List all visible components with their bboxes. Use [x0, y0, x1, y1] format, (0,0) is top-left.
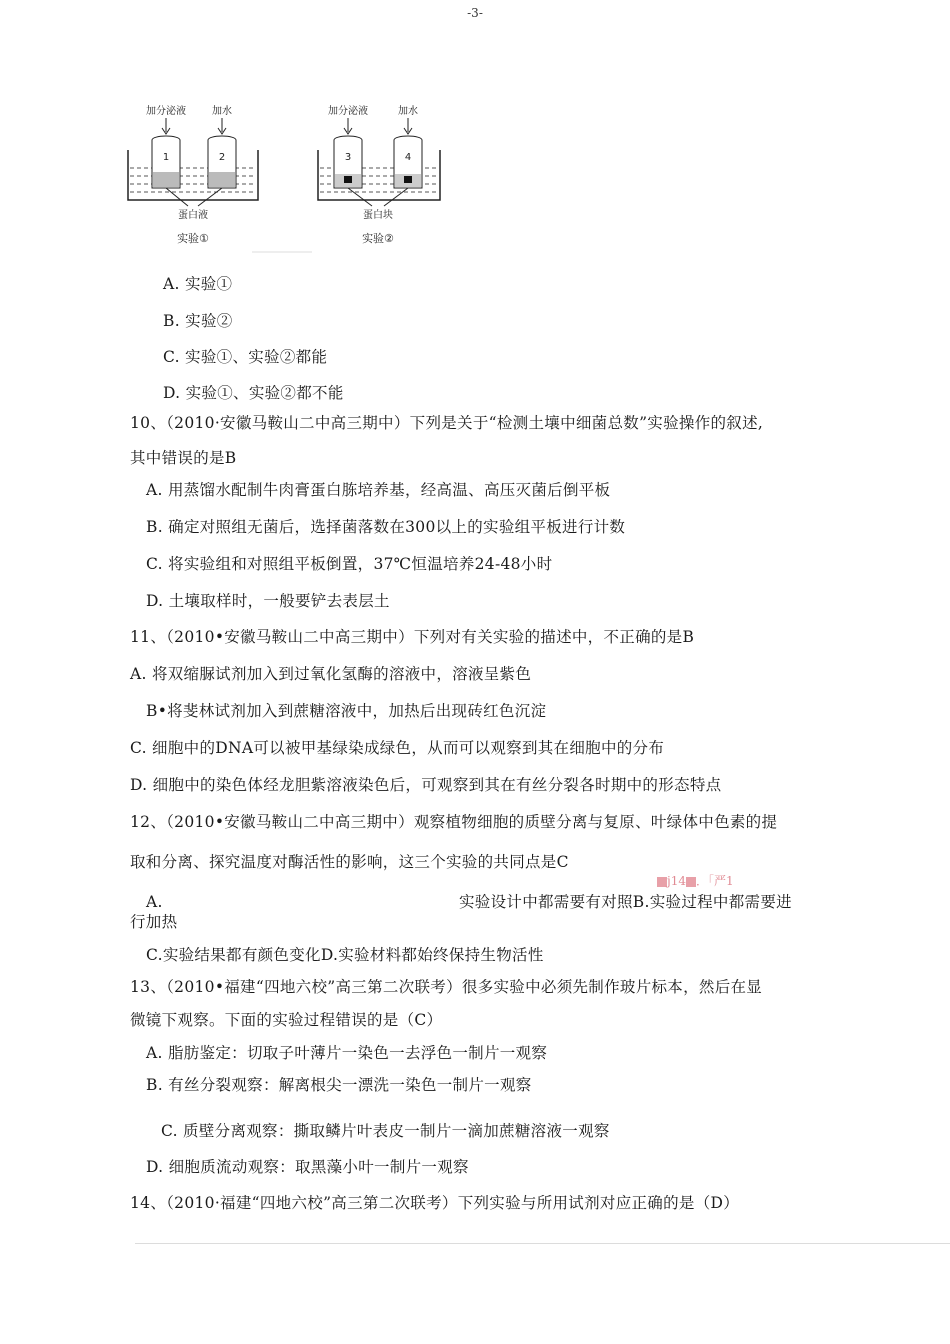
page-number: -3-	[467, 6, 483, 20]
tube-3-label: 3	[344, 152, 352, 163]
q13-option-b: B. 有丝分裂观察：解离根尖一漂洗一染色一制片一观察	[146, 1076, 532, 1094]
exp1-caption: 实验①	[177, 232, 209, 245]
q10-option-c: C. 将实验组和对照组平板倒置，37℃恒温培养24-48小时	[146, 555, 553, 573]
q9-option-a: A. 实验①	[163, 275, 233, 293]
q12-option-a-label: A.	[146, 893, 163, 911]
q10-option-b: B. 确定对照组无菌后，选择菌落数在300以上的实验组平板进行计数	[146, 518, 626, 536]
experiment-1-diagram	[128, 104, 258, 245]
q12-option-cd: C.实验结果都有颜色变化D.实验材料都始终保持生物活性	[146, 946, 544, 964]
experiment-2-diagram	[318, 104, 440, 245]
q13-option-d: D. 细胞质流动观察：取黑藻小叶一制片一观察	[146, 1158, 469, 1176]
q12-stem-line2: 取和分离、探究温度对酶活性的影响，这三个实验的共同点是C	[130, 853, 569, 871]
exp2-substrate-label: 蛋白块	[363, 210, 393, 221]
q11-option-c: C. 细胞中的DNA可以被甲基绿染成绿色，从而可以观察到其在细胞中的分布	[130, 739, 665, 757]
q13-option-c: C. 质壁分离观察：撕取鳞片叶表皮一制片一滴加蔗糖溶液一观察	[161, 1122, 610, 1140]
experiment-diagram	[122, 100, 442, 260]
q10-option-d: D. 土壤取样时，一般要铲去表层土	[146, 592, 390, 610]
q10-stem-line1: 10、（2010·安徽马鞍山二中高三期中）下列是关于“检测土壤中细菌总数”实验操作的叙述,	[130, 414, 764, 432]
q12-option-a-continued: 行加热	[130, 913, 178, 931]
q12-option-a-text: 实验设计中都需要有对照B.实验过程中都需要进	[459, 893, 792, 911]
exp1-add-secretion-label: 加分泌液	[146, 106, 186, 117]
q9-option-c: C. 实验①、实验②都能	[163, 348, 328, 366]
q9-option-d: D. 实验①、实验②都不能	[163, 384, 344, 402]
q10-option-a: A. 用蒸馏水配制牛肉膏蛋白胨培养基，经高温、高压灭菌后倒平板	[146, 481, 611, 499]
q11-option-b: B•将斐林试剂加入到蔗糖溶液中，加热后出现砖红色沉淀	[146, 702, 547, 720]
q11-option-a: A. 将双缩脲试剂加入到过氧化氢酶的溶液中，溶液呈紫色	[130, 665, 532, 683]
exp2-caption: 实验②	[362, 232, 394, 245]
exp2-add-secretion-label: 加分泌液	[328, 106, 368, 117]
exp2-add-water-label: 加水	[398, 106, 418, 117]
tube-4-label: 4	[404, 152, 412, 163]
q11-option-d: D. 细胞中的染色体经龙胆紫溶液染色后，可观察到其在有丝分裂各时期中的形态特点	[130, 776, 722, 794]
experiment-figure	[122, 100, 442, 260]
q14-stem: 14、（2010·福建“四地六校”高三第二次联考）下列实验与所用试剂对应正确的是（D）	[130, 1194, 740, 1212]
footer-divider	[135, 1243, 950, 1244]
q10-stem-line2: 其中错误的是B	[130, 449, 237, 467]
q13-stem-line1: 13、（2010•福建“四地六校”高三第二次联考）很多实验中必须先制作玻片标本，然后在显	[130, 978, 763, 996]
exp1-add-water-label: 加水	[212, 106, 232, 117]
q12-stem-line1: 12、（2010•安徽马鞍山二中高三期中）观察植物细胞的质壁分离与复原、叶绿体中色素的提	[130, 813, 778, 831]
tube-1-label: 1	[162, 152, 170, 163]
q11-stem: 11、（2010•安徽马鞍山二中高三期中）下列对有关实验的描述中，不正确的是B	[130, 628, 695, 646]
exp1-substrate-label: 蛋白液	[178, 210, 208, 221]
tube-2-label: 2	[218, 152, 226, 163]
q13-stem-line2: 微镜下观察。下面的实验过程错误的是（C）	[130, 1011, 443, 1029]
q13-option-a: A. 脂肪鉴定：切取子叶薄片一染色一去浮色一制片一观察	[146, 1044, 548, 1062]
q9-option-b: B. 实验②	[163, 312, 233, 330]
pink-stamp-mark: j14 ．「严1	[657, 872, 734, 889]
